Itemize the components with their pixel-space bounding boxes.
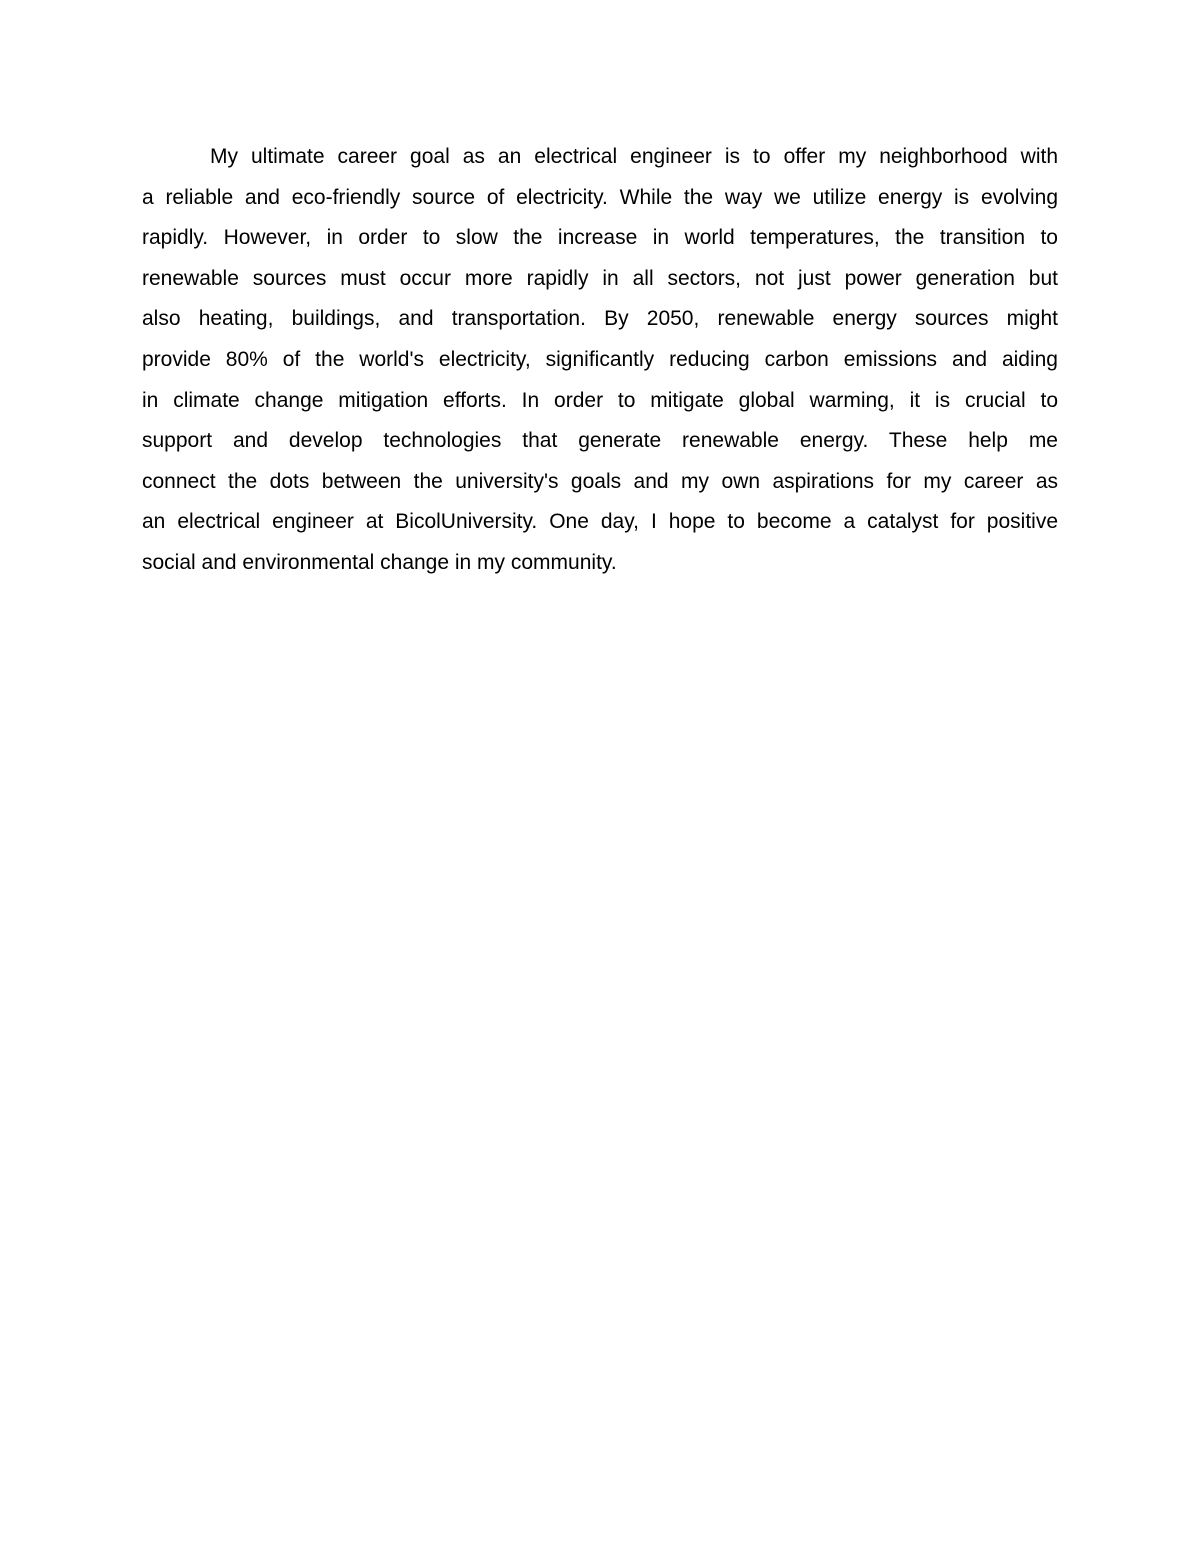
paragraph-line-5: also heating, buildings, and transportation. By 2050, renewable energy sources might xyxy=(142,307,1058,331)
paragraph-line-2: a reliable and eco-friendly source of electricity. While the way we utilize energy is evolving xyxy=(142,185,1058,209)
paragraph-line-4: renewable sources must occur more rapidly in all sectors, not just power generation but xyxy=(142,266,1058,290)
essay-paragraph xyxy=(142,137,1058,584)
paragraph-line-7: in climate change mitigation efforts. In order to mitigate global warming, it is crucial to xyxy=(142,388,1058,412)
paragraph-line-3: rapidly. However, in order to slow the increase in world temperatures, the transition to xyxy=(142,226,1058,250)
paragraph-line-1: My ultimate career goal as an electrical engineer is to offer my neighborhood with xyxy=(210,145,1058,168)
paragraph-line-9: connect the dots between the university's goals and my own aspirations for my career as xyxy=(142,469,1058,493)
paragraph-line-11: social and environmental change in my community. xyxy=(142,550,617,574)
paragraph-line-6: provide 80% of the world's electricity, significantly reducing carbon emissions and aiding xyxy=(142,347,1058,371)
paragraph-line-8: support and develop technologies that generate renewable energy. These help me xyxy=(142,429,1058,453)
paragraph-line-10: an electrical engineer at BicolUniversity. One day, I hope to become a catalyst for positive xyxy=(142,510,1058,534)
